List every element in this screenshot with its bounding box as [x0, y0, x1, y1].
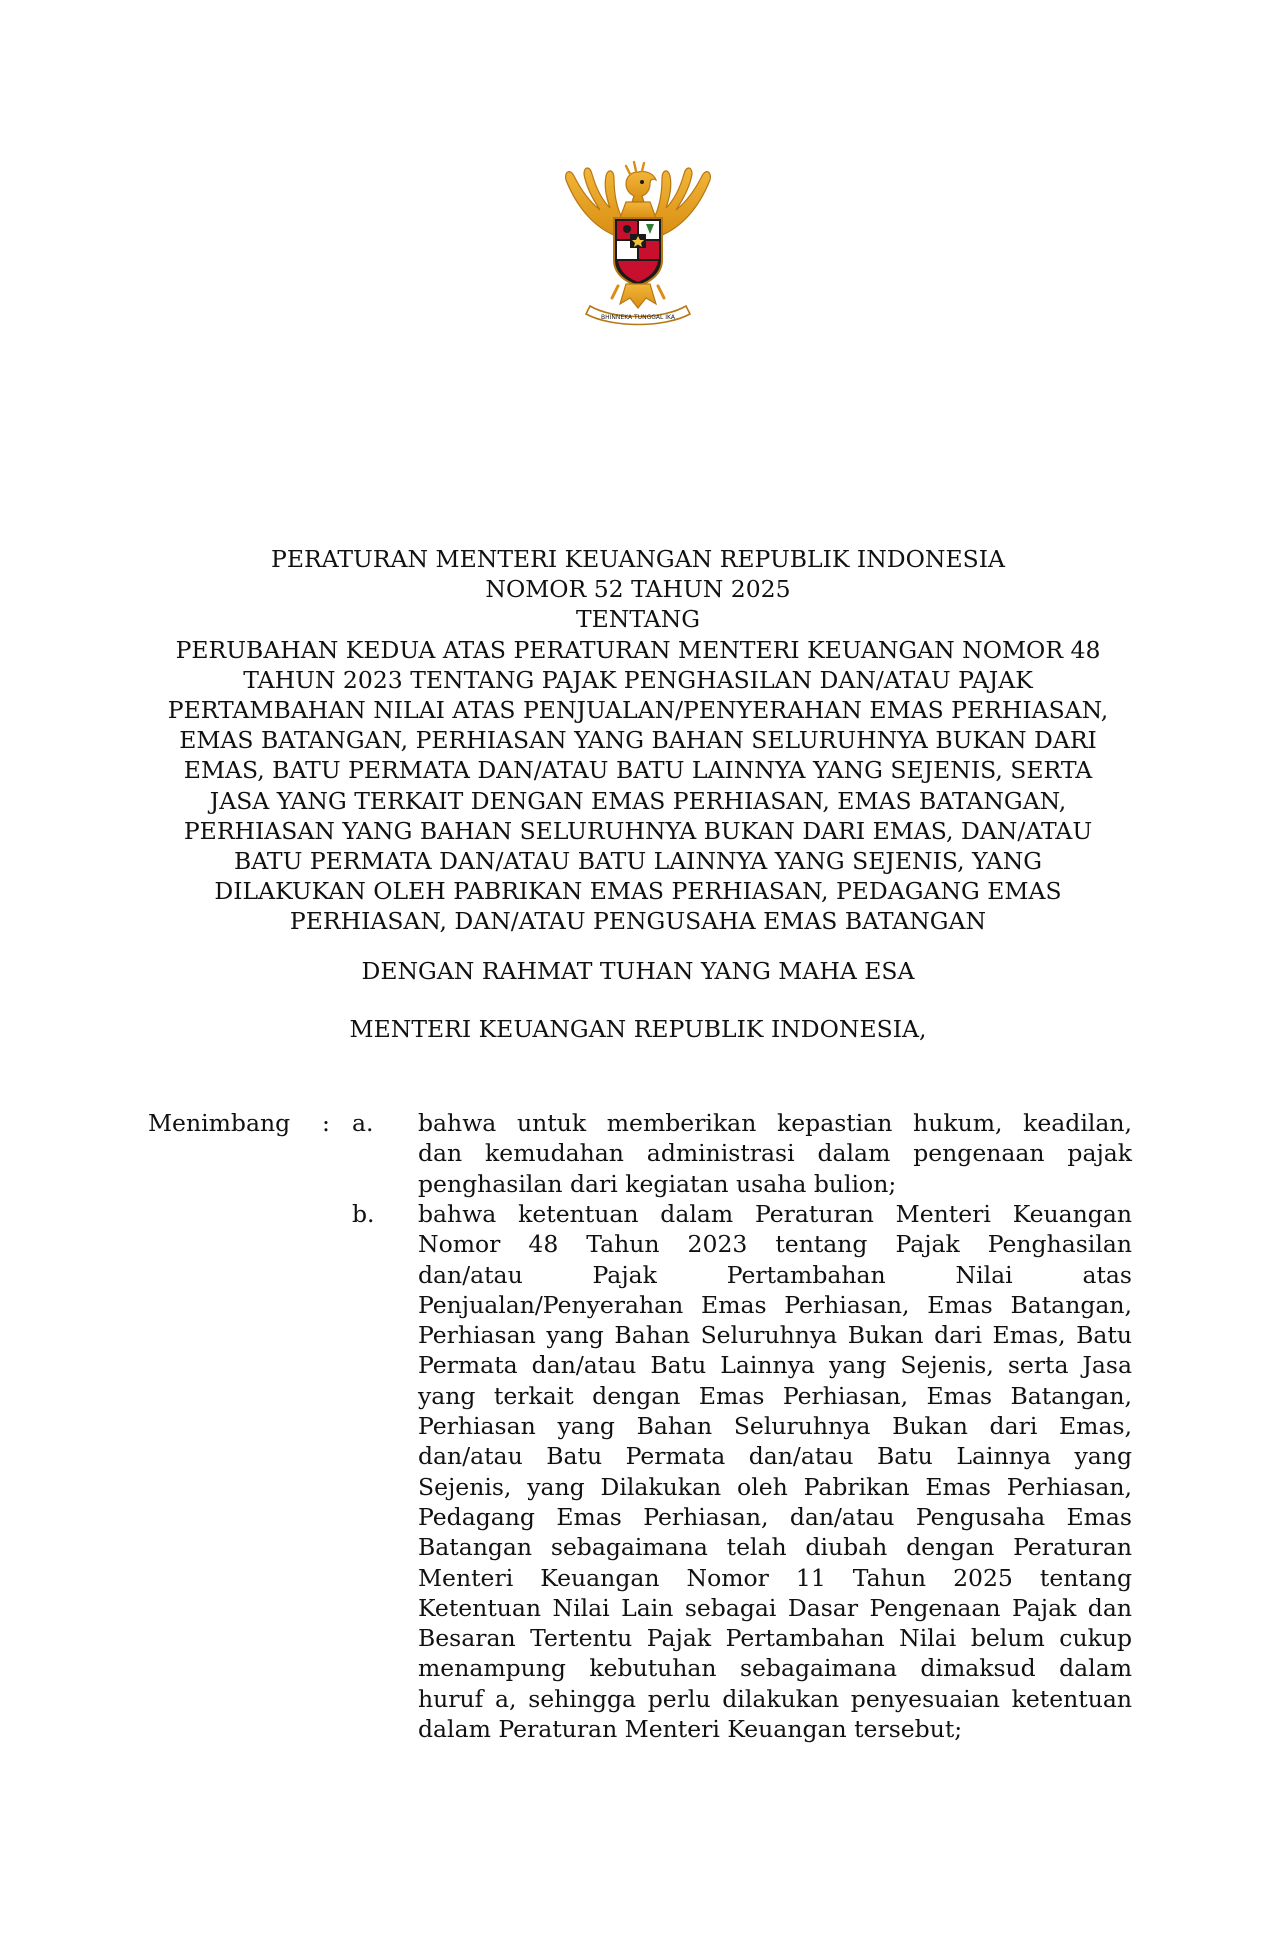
item-line: Ketentuan Nilai Lain sebagai Dasar Pengenaan Pajak dan — [418, 1593, 1132, 1622]
item-line: dan/atau Batu Permata dan/atau Batu Lainnya yang — [418, 1442, 1132, 1471]
item-line: menampung kebutuhan sebagaimana dimaksud dalam — [418, 1654, 1132, 1683]
item-line: Sejenis, yang Dilakukan oleh Pabrikan Emas Perhiasan, — [418, 1472, 1132, 1501]
rahmat-line: DENGAN RAHMAT TUHAN YANG MAHA ESA — [361, 957, 915, 985]
menimbang-item-a — [418, 1108, 1132, 1199]
item-line: Menteri Keuangan Nomor 11 Tahun 2025 tentang — [418, 1563, 1132, 1592]
item-line: dan kemudahan administrasi dalam pengenaan pajak — [418, 1139, 1132, 1168]
menimbang-label: Menimbang — [148, 1109, 291, 1137]
title-line: PERHIASAN, DAN/ATAU PENGUSAHA EMAS BATANGAN — [289, 907, 987, 936]
garuda-emblem-icon — [556, 158, 720, 330]
item-letter-a: a. — [352, 1109, 374, 1137]
title-line: DILAKUKAN OLEH PABRIKAN EMAS PERHIASAN, PEDAGANG EMAS — [214, 877, 1062, 906]
item-line: Pedagang Emas Perhiasan, dan/atau Pengusaha Emas — [418, 1502, 1132, 1531]
title-line: JASA YANG TERKAIT DENGAN EMAS PERHIASAN, EMAS BATANGAN, — [209, 786, 1067, 815]
item-line: Nomor 48 Tahun 2023 tentang Pajak Penghasilan — [418, 1230, 1132, 1259]
menteri-line: MENTERI KEUANGAN REPUBLIK INDONESIA, — [349, 1015, 927, 1043]
title-line: PERTAMBAHAN NILAI ATAS PENJUALAN/PENYERAHAN EMAS PERHIASAN, — [167, 696, 1109, 725]
item-line: bahwa untuk memberikan kepastian hukum, keadilan, — [418, 1109, 1132, 1137]
item-line: Perhiasan yang Bahan Seluruhnya Bukan dari Emas, — [418, 1412, 1132, 1441]
title-line: BATU PERMATA DAN/ATAU BATU LAINNYA YANG SEJENIS, YANG — [233, 847, 1043, 876]
garuda-head — [626, 171, 656, 202]
title-line: PERUBAHAN KEDUA ATAS PERATURAN MENTERI KEUANGAN NOMOR 48 — [175, 635, 1101, 664]
title-line: TAHUN 2023 TENTANG PAJAK PENGHASILAN DAN/ATAU PAJAK — [243, 665, 1033, 694]
item-line: dalam Peraturan Menteri Keuangan tersebut; — [418, 1715, 963, 1744]
title-line: TENTANG — [575, 605, 701, 634]
item-line: dan/atau Pajak Pertambahan Nilai atas — [418, 1260, 1132, 1289]
title-line: EMAS BATANGAN, PERHIASAN YANG BAHAN SELURUHNYA BUKAN DARI — [179, 726, 1097, 755]
item-letter-b: b. — [352, 1200, 375, 1228]
menimbang-item-b — [418, 1199, 1132, 1744]
item-line: bahwa ketentuan dalam Peraturan Menteri Keuangan — [418, 1200, 1132, 1228]
regulation-title — [140, 544, 1136, 937]
title-line: NOMOR 52 TAHUN 2025 — [485, 575, 791, 604]
shield — [614, 218, 662, 286]
menimbang-colon: : — [322, 1109, 330, 1137]
title-line: PERATURAN MENTERI KEUANGAN REPUBLIK INDONESIA — [271, 545, 1005, 573]
item-line: Permata dan/atau Batu Lainnya yang Sejenis, serta Jasa — [418, 1351, 1132, 1380]
item-line: Perhiasan yang Bahan Seluruhnya Bukan dari Emas, Batu — [418, 1321, 1132, 1350]
item-line: Besaran Tertentu Pajak Pertambahan Nilai belum cukup — [418, 1624, 1132, 1653]
item-line: huruf a, sehingga perlu dilakukan penyesuaian ketentuan — [418, 1684, 1132, 1713]
item-line: penghasilan dari kegiatan usaha bulion; — [418, 1169, 897, 1198]
title-line: PERHIASAN YANG BAHAN SELURUHNYA BUKAN DARI EMAS, DAN/ATAU — [183, 816, 1093, 845]
title-line: EMAS, BATU PERMATA DAN/ATAU BATU LAINNYA YANG SEJENIS, SERTA — [183, 756, 1093, 785]
item-line: yang terkait dengan Emas Perhiasan, Emas Batangan, — [418, 1381, 1132, 1410]
motto-text: BHINNEKA TUNGGAL IKA — [601, 314, 675, 321]
item-line: Penjualan/Penyerahan Emas Perhiasan, Emas Batangan, — [418, 1290, 1132, 1319]
garuda-tail — [620, 284, 656, 308]
item-line: Batangan sebagaimana telah diubah dengan Peraturan — [418, 1533, 1132, 1562]
